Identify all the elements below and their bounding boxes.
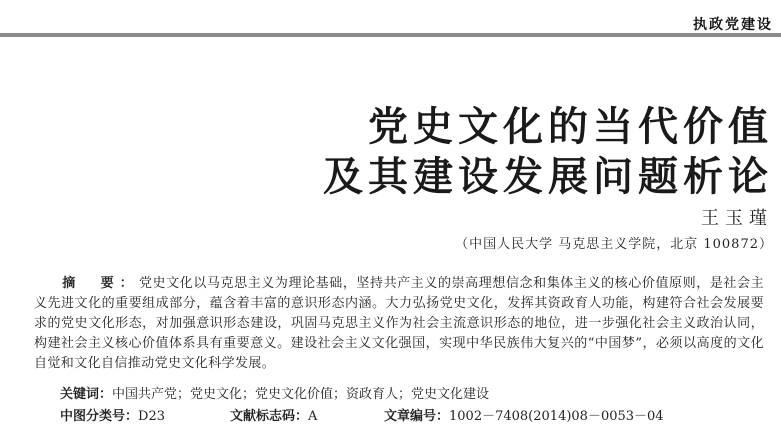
document-code [230,405,317,424]
section-header: 执政党建设 [693,17,773,33]
keywords-text: 中国共产党；党史文化；党史文化价值；资政育人；党史文化建设 [112,387,490,402]
keywords-label: 关键词： [60,387,113,402]
article-no-label: 文章编号： [384,409,450,424]
abstract-label: 摘 要： [62,276,139,291]
keywords [60,383,489,402]
classification-number [60,405,165,424]
abstract [34,274,764,374]
title-line-1: 党史文化的当代价值 [368,104,773,150]
classification-value: D23 [138,409,165,424]
author-name: 王玉瑾 [701,208,773,229]
title-line-2: 及其建设发展问题析论 [323,154,773,200]
doc-code-value: A [308,409,318,424]
classification-label: 中图分类号： [60,409,139,424]
abstract-text: 党史文化以马克思主义为理论基础，坚持共产主义的崇高理想信念和集体主义的核心价值原则，是社会主义先进文化的重要组成部分，蕴含着丰富的意识形态内涵。大力弘扬党史文化，发挥其资政育人功能，构建符合社会发展要求的党史文化形态，对加强意识形态建设，巩固马克思主义作为社会主流意识形态的地位，进一步强化社会主义政治认同，构建社会主义核心价值体系具有重要意义。建设社会主义文化强国，实现中华民族伟大复兴的“中国梦”，必须以高度的文化自觉和文化自信推动党史文化科学发展。 [34,276,764,371]
header-divider [0,33,781,37]
author-affiliation: （中国人民大学 马克思主义学院，北京 100872） [455,237,773,252]
doc-code-label: 文献标志码： [230,409,309,424]
article-no-value: 1002－7408(2014)08－0053－04 [449,409,664,424]
article-number [384,405,664,424]
